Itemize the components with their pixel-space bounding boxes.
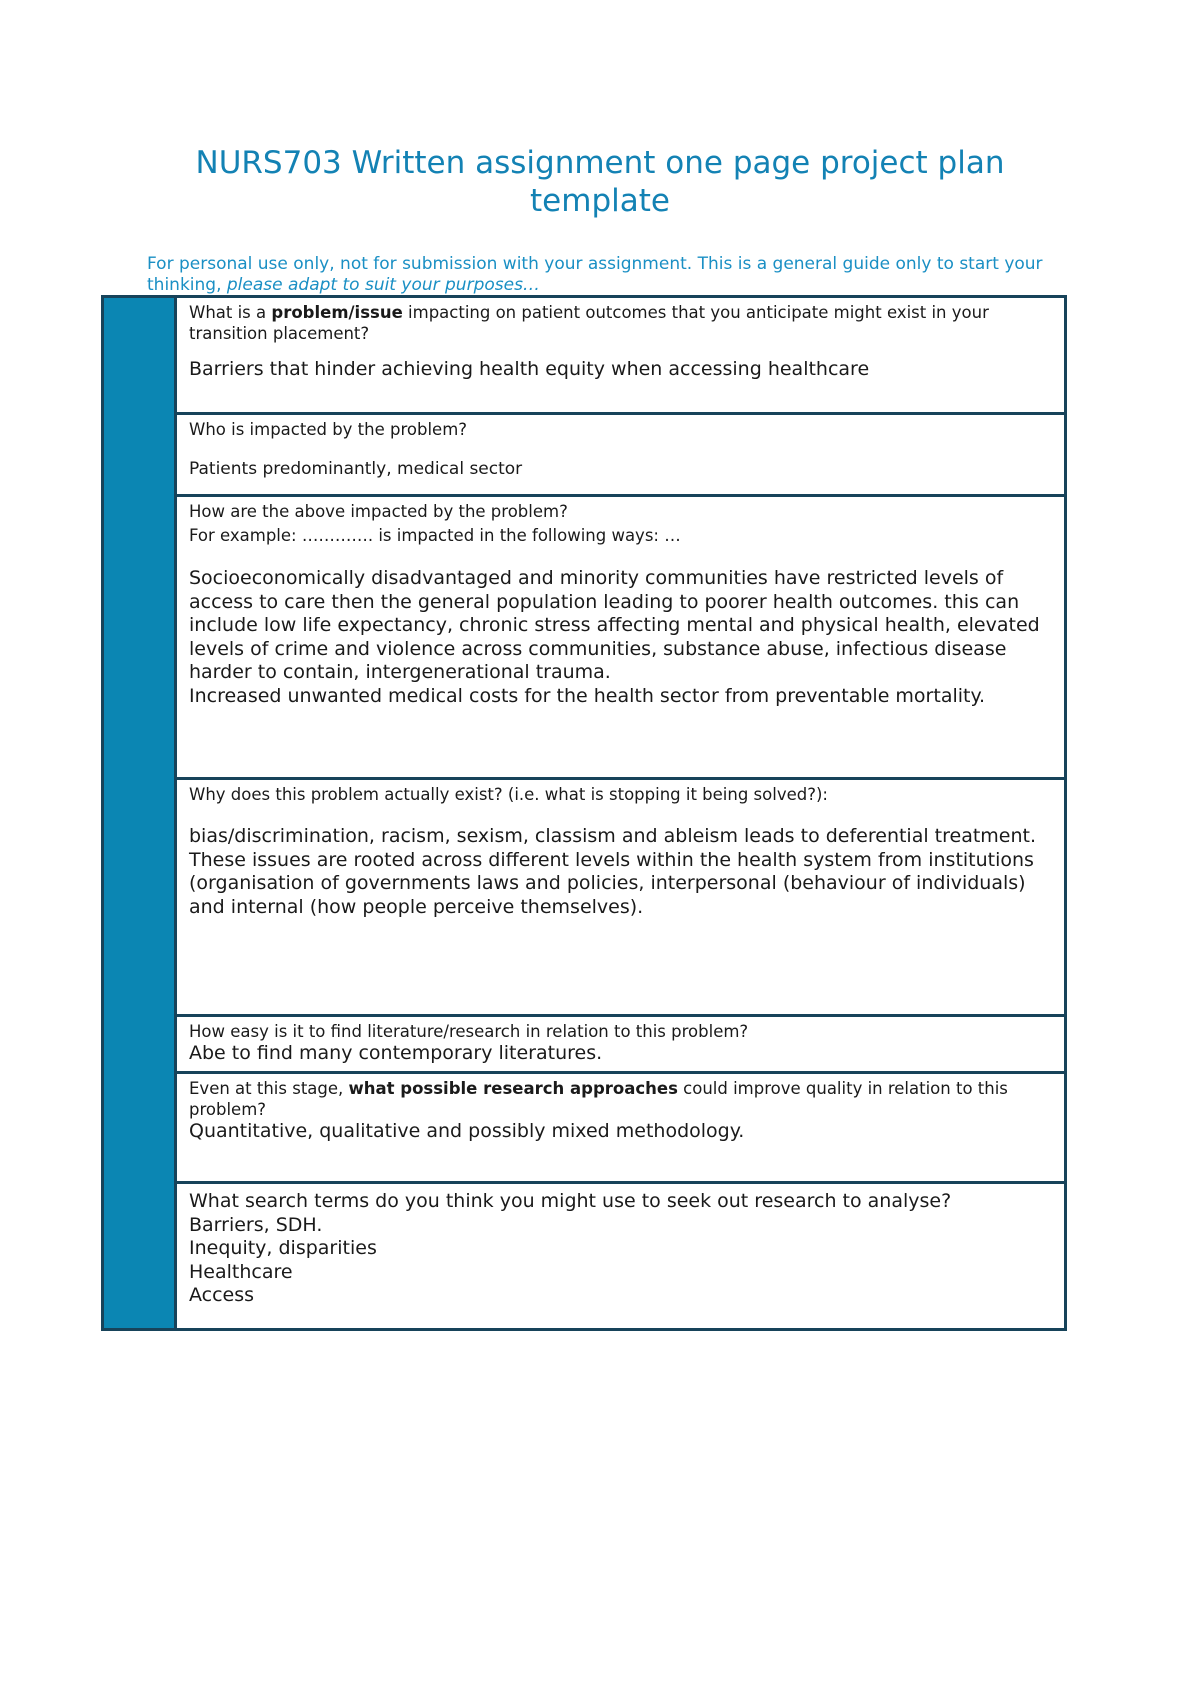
answer-why-1: bias/discrimination, racism, sexism, classism and ableism leads to deferential treatment. xyxy=(189,825,1037,847)
question-approaches-post: could improve quality in relation to this problem? xyxy=(189,1079,1008,1119)
intro-note xyxy=(147,254,1087,296)
answer-how-1: Socioeconomically disadvantaged and minority communities have restricted levels of access to care then the general population leading to poorer health outcomes. this can include low life expectancy, chronic stress affecting mental and physical health, elevated levels of crime and violence across communities, substance abuse, infectious disease harder to contain, intergenerational trauma. xyxy=(189,567,1040,683)
plan-row-approaches xyxy=(177,1074,1064,1184)
answer-who: Patients predominantly, medical sector xyxy=(189,459,523,479)
plan-row-problem xyxy=(177,298,1064,415)
intro-note-italic: please adapt to suit your purposes… xyxy=(226,275,540,295)
answer-approaches: Quantitative, qualitative and possibly mixed methodology. xyxy=(189,1120,745,1142)
answer-literature: Abe to find many contemporary literatures. xyxy=(189,1042,603,1064)
page-title: NURS703 Written assignment one page project plan template xyxy=(195,145,1005,219)
plan-row-who xyxy=(177,415,1064,497)
question-approaches-pre: Even at this stage, xyxy=(189,1079,349,1098)
question-how-example: For example: …………. is impacted in the following ways: … xyxy=(189,526,681,545)
question-who: Who is impacted by the problem? xyxy=(189,420,468,439)
plan-row-literature xyxy=(177,1017,1064,1074)
question-search-terms: What search terms do you think you might use to seek out research to analyse? xyxy=(189,1190,952,1212)
plan-row-why xyxy=(177,780,1064,1017)
question-problem xyxy=(189,302,1054,344)
intro-note-plain: For personal use only, not for submission with your assignment. This is a general guide only to start your thinking, xyxy=(147,254,1043,295)
project-plan-table xyxy=(101,295,1067,1331)
answer-how-2: Increased unwanted medical costs for the health sector from preventable mortality. xyxy=(189,684,986,707)
answer-search-terms xyxy=(189,1214,1054,1308)
question-approaches-bold: what possible research approaches xyxy=(348,1079,678,1098)
plan-row-search-terms xyxy=(177,1184,1064,1328)
question-approaches xyxy=(189,1078,1054,1120)
search-term-item: Access xyxy=(189,1284,255,1306)
answer-problem: Barriers that hinder achieving health equity when accessing healthcare xyxy=(189,358,870,380)
question-problem-pre: What is a xyxy=(189,303,272,322)
search-term-item: Inequity, disparities xyxy=(189,1237,377,1259)
plan-rows xyxy=(174,298,1064,1328)
search-term-item: Barriers, SDH. xyxy=(189,1213,323,1236)
question-problem-bold: problem/issue xyxy=(271,303,403,322)
question-how: How are the above impacted by the problem? xyxy=(189,502,568,521)
question-problem-post: impacting on patient outcomes that you anticipate might exist in your transition placement? xyxy=(189,303,989,343)
answer-why-2: These issues are rooted across different levels within the health system from institutions (organisation of governments laws and policies, interpersonal (behaviour of individuals) and internal (how people perceive themselves). xyxy=(189,848,1034,918)
question-why: Why does this problem actually exist? (i.e. what is stopping it being solved?): xyxy=(189,785,828,804)
plan-row-how xyxy=(177,497,1064,780)
question-literature: How easy is it to find literature/research in relation to this problem? xyxy=(189,1022,749,1041)
search-term-item: Healthcare xyxy=(189,1260,293,1283)
